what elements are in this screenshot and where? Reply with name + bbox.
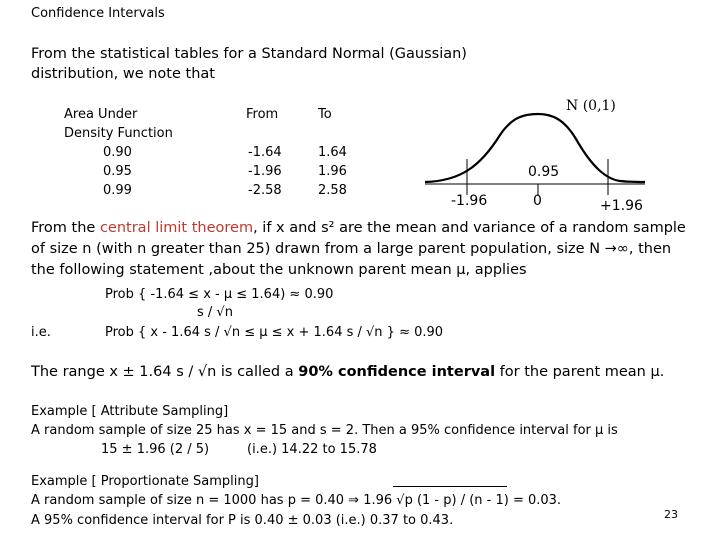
clt-part2: , if x and s² are the mean and variance of a random sample of size n (with n greater than 25) drawn from a large parent population, size N →∞, then the following statement ,about the unknown parent mean μ, applies — [31, 220, 686, 278]
row-from: -1.96 — [248, 164, 282, 179]
row-area: 0.90 — [103, 145, 132, 160]
intro-text: From the statistical tables for a Standard Normal (Gaussian) distribution, we note that — [31, 46, 467, 82]
header-from: From — [246, 107, 279, 122]
clt-part1: From the — [31, 220, 100, 236]
clt-paragraph — [31, 218, 696, 281]
row-from: -2.58 — [248, 183, 282, 198]
example1-line1: A random sample of size 25 has x = 15 and s = 2. Then a 95% confidence interval for μ is — [31, 423, 618, 438]
header-area-line1: Area Under — [64, 107, 138, 122]
sqrt-overbar — [393, 486, 507, 487]
ie-label: i.e. — [31, 325, 51, 340]
example2-line1: A random sample of size n = 1000 has p = 0.40 ⇒ 1.96 √p (1 - p) / (n - 1) = 0.03. — [31, 493, 562, 508]
row-to: 1.96 — [318, 164, 347, 179]
row-area: 0.95 — [103, 164, 132, 179]
page-number: 23 — [664, 508, 678, 521]
area-label: 0.95 — [528, 164, 560, 180]
row-to: 1.64 — [318, 145, 347, 160]
curve-label: N (0,1) — [566, 98, 616, 114]
example1-line2-ie: (i.e.) 14.22 to 15.78 — [247, 442, 377, 457]
row-to: 2.58 — [318, 183, 347, 198]
example1-heading: Example [ Attribute Sampling] — [31, 404, 229, 419]
header-to: To — [318, 107, 332, 122]
row-area: 0.99 — [103, 183, 132, 198]
example1-line2: 15 ± 1.96 (2 / 5) — [101, 442, 210, 457]
range-part2: for the parent mean μ. — [495, 364, 665, 380]
prob-line2: Prob { x - 1.64 s / √n ≤ μ ≤ x + 1.64 s / √n } ≈ 0.90 — [105, 325, 444, 340]
page-title: Confidence Intervals — [31, 6, 165, 21]
range-bold: 90% confidence interval — [298, 364, 496, 380]
clt-highlight: central limit theorem — [99, 220, 254, 236]
example2-heading: Example [ Proportionate Sampling] — [31, 474, 259, 489]
range-part1: The range x ± 1.64 s / √n is called a — [31, 364, 299, 380]
center-tick-label: 0 — [533, 193, 542, 209]
range-statement — [31, 364, 664, 380]
right-tick-label: +1.96 — [600, 198, 643, 214]
header-area-line2: Density Function — [64, 126, 173, 141]
example2-line2: A 95% confidence interval for P is 0.40 ± 0.03 (i.e.) 0.37 to 0.43. — [31, 513, 454, 528]
prob-line1-denominator: s / √n — [197, 305, 233, 320]
left-tick-label: -1.96 — [451, 193, 488, 209]
prob-line1: Prob { -1.64 ≤ x - μ ≤ 1.64) ≈ 0.90 — [105, 287, 334, 302]
row-from: -1.64 — [248, 145, 282, 160]
